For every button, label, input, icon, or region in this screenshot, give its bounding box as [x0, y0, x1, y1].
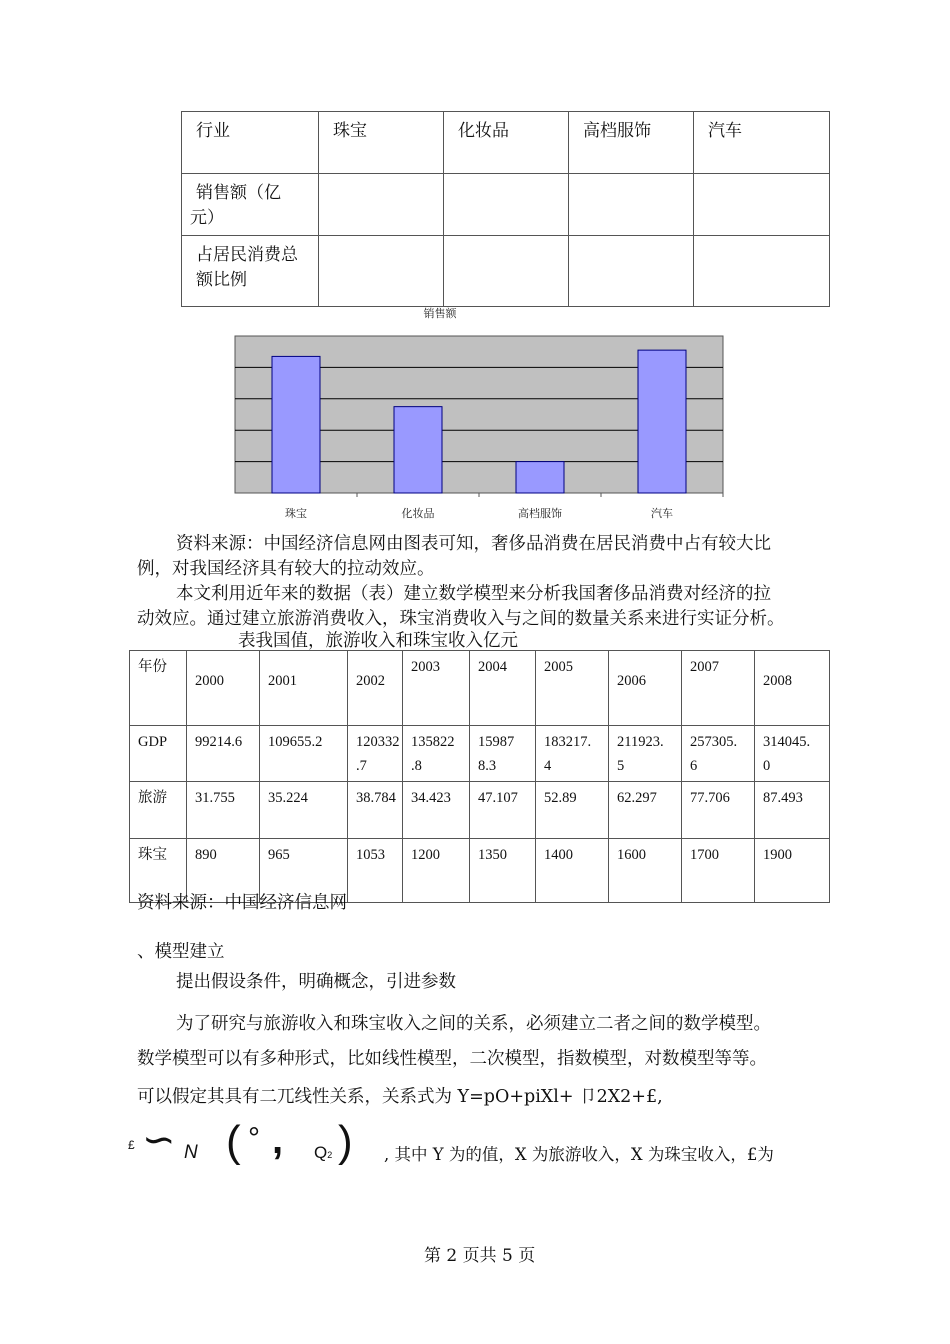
- table-cell: 52.89: [536, 782, 609, 839]
- table-cell: 77.706: [682, 782, 755, 839]
- header-auto: 汽车: [708, 121, 742, 141]
- table-cell: 1200: [403, 839, 470, 903]
- year-label: 2008: [763, 673, 792, 689]
- cell-line: 183217.: [544, 734, 592, 750]
- body-line: 可以假定其具有二兀线性关系，关系式为 Y=pO+piXl+ 卩2X2+£,: [137, 1087, 663, 1107]
- year-cell: [755, 651, 830, 726]
- table-cell: 34.423: [403, 782, 470, 839]
- section-heading: 、模型建立: [137, 942, 225, 962]
- corner-label: 年份: [138, 659, 167, 675]
- year-label: 2002: [356, 673, 385, 689]
- sales-bar-chart: [200, 300, 760, 530]
- cell-line: 4: [544, 758, 552, 774]
- paragraph-line: 动效应。通过建立旅游消费收入，珠宝消费收入与之间的数量关系来进行实证分析。: [137, 609, 785, 629]
- header-cell: [182, 112, 319, 174]
- gdp-label: GDP: [138, 734, 168, 750]
- cell-line: 135822: [411, 734, 455, 750]
- cell-line: 109655.2: [268, 734, 323, 750]
- table-row: [182, 236, 830, 307]
- table-cell: 965: [260, 839, 348, 903]
- source-note: 资料来源：中国经济信息网: [137, 893, 347, 913]
- table-cell: 38.784: [348, 782, 403, 839]
- year-cell: [609, 651, 682, 726]
- cell-line: 5: [617, 758, 625, 774]
- table-cell: 62.297: [609, 782, 682, 839]
- row-label-line: 元）: [190, 208, 224, 228]
- year-cell: [260, 651, 348, 726]
- table-cell: [260, 726, 348, 782]
- formula-comma: ,: [272, 1118, 284, 1162]
- table-cell: [609, 726, 682, 782]
- body-line: 为了研究与旅游收入和珠宝收入之间的关系，必须建立二者之间的数学模型。: [176, 1014, 771, 1034]
- table-cell: [187, 726, 260, 782]
- table-caption: 表我国值，旅游收入和珠宝收入亿元: [238, 631, 518, 651]
- table-cell: [569, 236, 694, 307]
- header-cell: [694, 112, 830, 174]
- jewelry-label: 珠宝: [138, 847, 167, 863]
- header-cell: [569, 112, 694, 174]
- table-row: [130, 726, 830, 782]
- industry-sales-table: [181, 111, 830, 307]
- bar-2: [394, 407, 442, 493]
- cell-line: 314045.: [763, 734, 811, 750]
- table-cell: [403, 726, 470, 782]
- cell-line: 15987: [478, 734, 515, 750]
- table-cell: [755, 726, 830, 782]
- x-tick-label: 珠宝: [285, 507, 307, 520]
- cell-line: .7: [356, 758, 367, 774]
- table-cell: [569, 174, 694, 236]
- table-cell: [470, 726, 536, 782]
- paragraph-line: 本文利用近年来的数据（表）建立数学模型来分析我国奢侈品消费对经济的拉: [176, 584, 771, 604]
- bar-3: [516, 462, 564, 493]
- cell-line: 6: [690, 758, 698, 774]
- table-cell: [536, 726, 609, 782]
- row-label-line: 销售额（亿: [196, 183, 281, 203]
- table-cell: 31.755: [187, 782, 260, 839]
- table-cell: [444, 174, 569, 236]
- cell-line: 257305.: [690, 734, 738, 750]
- chart-svg: [200, 300, 760, 530]
- x-tick-label: 高档服饰: [518, 507, 562, 520]
- header-apparel: 高档服饰: [583, 121, 651, 141]
- year-label: 2000: [195, 673, 224, 689]
- sub-heading: 提出假设条件，明确概念，引进参数: [176, 972, 456, 992]
- header-cell: [319, 112, 444, 174]
- table-cell: 1600: [609, 839, 682, 903]
- formula-n: N: [184, 1142, 198, 1163]
- year-cell: [187, 651, 260, 726]
- table-row: [182, 112, 830, 174]
- row-label: [182, 236, 319, 307]
- formula-rparen: ): [338, 1117, 353, 1166]
- formula-q-subscript: 2: [327, 1150, 333, 1160]
- paragraph-line: 例，对我国经济具有较大的拉动效应。: [137, 559, 435, 579]
- row-label-line: 占居民消费总: [196, 245, 298, 265]
- paragraph-line: 资料来源：中国经济信息网由图表可知，奢侈品消费在居民消费中占有较大比: [176, 534, 771, 554]
- table-row: [182, 174, 830, 236]
- header-cosmetics: 化妆品: [458, 121, 509, 141]
- body-line: 数学模型可以有多种形式，比如线性模型，二次模型，指数模型，对数模型等等。: [137, 1049, 767, 1069]
- year-label: 2007: [690, 659, 719, 675]
- year-cell: [403, 651, 470, 726]
- table-cell: [694, 236, 830, 307]
- cell-line: 211923.: [617, 734, 664, 750]
- bar-4: [638, 350, 686, 493]
- table-row: [130, 782, 830, 839]
- table-cell: 47.107: [470, 782, 536, 839]
- formula-description: , 其中 Y 为的值，X 为旅游收入，X 为珠宝收入，£为: [384, 1145, 774, 1164]
- table-cell: [682, 726, 755, 782]
- header-industry: 行业: [196, 121, 230, 141]
- table-cell: [319, 174, 444, 236]
- header-cell: [444, 112, 569, 174]
- row-label: [182, 174, 319, 236]
- formula-tilde: ∽: [142, 1118, 176, 1162]
- table-cell: 1053: [348, 839, 403, 903]
- table-cell: 35.224: [260, 782, 348, 839]
- table-row: [130, 651, 830, 726]
- cell-line: 99214.6: [195, 734, 243, 750]
- year-label: 2001: [268, 673, 297, 689]
- table-cell: [444, 236, 569, 307]
- table-cell: [319, 236, 444, 307]
- table-cell: 1700: [682, 839, 755, 903]
- x-tick-label: 化妆品: [401, 507, 435, 520]
- table-cell: 1400: [536, 839, 609, 903]
- formula-epsilon: £: [128, 1138, 135, 1152]
- table-cell: 1900: [755, 839, 830, 903]
- cell-line: 8.3: [478, 758, 497, 774]
- chart-title: 销售额: [423, 307, 457, 320]
- bar-1: [272, 356, 320, 493]
- year-label: 2006: [617, 673, 646, 689]
- year-cell: [470, 651, 536, 726]
- row-label: [130, 726, 187, 782]
- cell-line: .8: [411, 758, 422, 774]
- table-cell: 890: [187, 839, 260, 903]
- table-cell: [694, 174, 830, 236]
- header-cell: [130, 651, 187, 726]
- formula-degree: °: [248, 1122, 260, 1155]
- table-cell: 1350: [470, 839, 536, 903]
- header-jewelry: 珠宝: [333, 121, 367, 141]
- cell-line: 120332: [356, 734, 400, 750]
- formula-lparen: (: [226, 1117, 241, 1166]
- table-cell: 87.493: [755, 782, 830, 839]
- cell-line: 0: [763, 758, 771, 774]
- year-label: 2003: [411, 659, 440, 675]
- gdp-tourism-jewelry-table: [129, 650, 830, 903]
- year-label: 2004: [478, 659, 507, 675]
- row-label-line: 额比例: [196, 270, 247, 290]
- year-cell: [348, 651, 403, 726]
- row-label: [130, 782, 187, 839]
- year-cell: [536, 651, 609, 726]
- tourism-label: 旅游: [138, 790, 167, 806]
- x-tick-label: 汽车: [651, 507, 673, 520]
- page-footer: 第 2 页共 5 页: [424, 1246, 536, 1266]
- formula-q-letter: Q: [314, 1143, 328, 1162]
- table-cell: [348, 726, 403, 782]
- year-cell: [682, 651, 755, 726]
- formula-q: [314, 1143, 332, 1163]
- year-label: 2005: [544, 659, 573, 675]
